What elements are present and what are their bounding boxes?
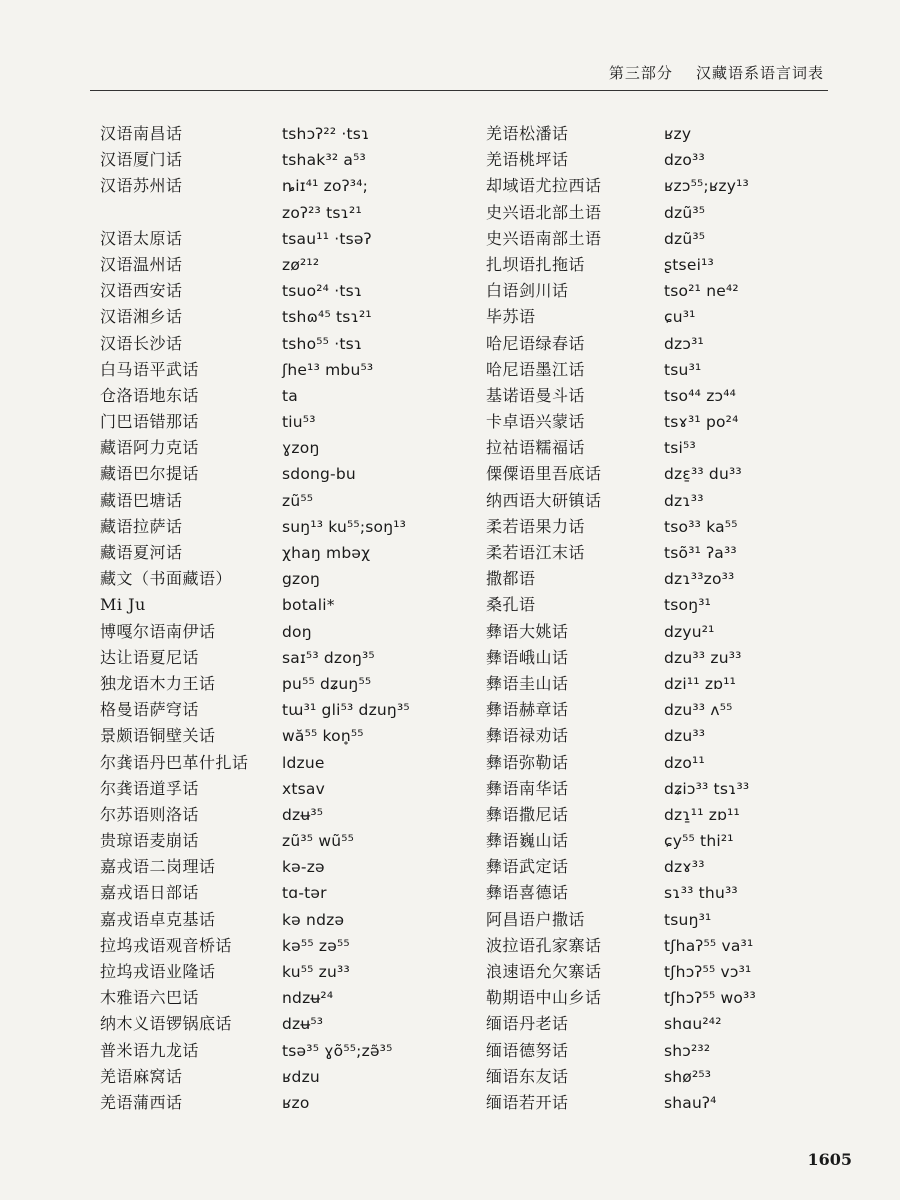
language-name: 白马语平武话 xyxy=(100,359,200,379)
right-column xyxy=(486,121,846,1116)
word-entry-row xyxy=(100,304,480,330)
language-name: 桑孔语 xyxy=(486,595,536,615)
language-name: 彝语弥勒话 xyxy=(486,752,569,772)
language-name: 哈尼语墨江话 xyxy=(486,359,586,379)
language-name: 拉祜语糯福话 xyxy=(486,438,586,458)
language-name: 浪速语允欠寨话 xyxy=(486,962,602,981)
language-name: 勒期语中山乡话 xyxy=(486,988,602,1008)
language-name: 彝语禄劝话 xyxy=(486,726,569,746)
word-entry-row xyxy=(100,880,480,906)
word-entry-row xyxy=(486,461,846,487)
word-entry-row xyxy=(100,671,480,697)
word-entry-row xyxy=(100,959,480,985)
language-name: 扎坝语扎拖话 xyxy=(486,254,586,274)
word-entry-row xyxy=(486,985,846,1011)
word-entry-row xyxy=(486,907,846,933)
language-name: 基诺语曼斗话 xyxy=(486,385,586,405)
word-form: wă⁵⁵ kon̥⁵⁵ xyxy=(282,727,364,746)
word-entry-row xyxy=(486,619,846,645)
word-entry-row xyxy=(486,854,846,880)
word-form: tshɷ⁴⁵ tsɿ²¹ xyxy=(282,308,372,327)
word-form: xtsav xyxy=(282,779,325,798)
word-form: dzyu²¹ xyxy=(664,622,715,641)
word-form: tso⁴⁴ zɔ⁴⁴ xyxy=(664,386,737,405)
language-name: 藏文（书面藏语） xyxy=(100,569,233,589)
language-name: Mi Ju xyxy=(100,595,146,615)
word-entry-row xyxy=(486,828,846,854)
word-form: saɪ⁵³ dzoŋ³⁵ xyxy=(282,648,375,667)
language-name: 卡卓语兴蒙话 xyxy=(486,412,586,432)
word-form: tɑ-tər xyxy=(282,884,327,903)
word-form: tsu³¹ xyxy=(664,360,702,379)
word-form: dzɤ³³ xyxy=(664,858,705,877)
word-entry-row xyxy=(100,1038,480,1064)
language-name: 普米语九龙话 xyxy=(100,1040,200,1060)
word-entry-row xyxy=(486,802,846,828)
language-name: 木雅语六巴话 xyxy=(100,988,200,1008)
word-form: tsuŋ³¹ xyxy=(664,910,712,929)
word-form: kə ndzə xyxy=(282,910,345,929)
word-entry-row xyxy=(486,592,846,618)
word-form: botali* xyxy=(282,596,335,615)
word-form: zoʔ²³ tsɿ²¹ xyxy=(282,203,362,222)
word-entry-row xyxy=(100,121,480,147)
language-name: 缅语若开话 xyxy=(486,1092,569,1112)
language-name: 羌语松潘话 xyxy=(486,124,569,143)
language-name: 格曼语萨穹话 xyxy=(100,700,200,720)
language-name: 缅语东友话 xyxy=(486,1066,569,1086)
word-entry-row xyxy=(486,723,846,749)
word-form: tsi⁵³ xyxy=(664,439,696,458)
word-entry-row xyxy=(100,750,480,776)
word-entry-row xyxy=(100,1090,480,1116)
language-name: 尔龚语丹巴革什扎话 xyxy=(100,752,249,772)
word-form: kə-zə xyxy=(282,858,325,877)
language-name: 傈僳语里吾底话 xyxy=(486,464,602,484)
language-name: 彝语赫章话 xyxy=(486,700,569,720)
word-entry-row xyxy=(486,121,846,147)
word-form: ɕy⁵⁵ thi²¹ xyxy=(664,832,734,851)
language-name: 彝语撒尼话 xyxy=(486,804,569,824)
word-entry-row xyxy=(100,252,480,278)
word-form: dzɿ³³ xyxy=(664,491,704,510)
language-name: 阿昌语户撒话 xyxy=(486,909,586,929)
word-entry-row xyxy=(486,409,846,435)
language-name: 羌语桃坪话 xyxy=(486,150,569,170)
language-name: 汉语南昌话 xyxy=(100,124,183,143)
word-entry-row xyxy=(486,435,846,461)
word-entry-row xyxy=(486,173,846,199)
language-name: 彝语喜德话 xyxy=(486,883,569,903)
word-entry-row xyxy=(100,331,480,357)
language-name: 汉语西安话 xyxy=(100,281,183,301)
language-name: 汉语长沙话 xyxy=(100,333,183,353)
word-form: sɿ³³ thu³³ xyxy=(664,884,738,903)
word-entry-row xyxy=(100,173,480,199)
word-entry-row xyxy=(100,435,480,461)
word-form: tsuo²⁴ ·tsɿ xyxy=(282,282,363,301)
language-name: 白语剑川话 xyxy=(486,281,569,301)
word-form: ȵiɪ⁴¹ zoʔ³⁴; xyxy=(282,177,369,196)
language-name: 门巴语错那话 xyxy=(100,412,200,432)
word-entry-row xyxy=(100,854,480,880)
word-entry-row xyxy=(486,488,846,514)
word-entry-row xyxy=(100,802,480,828)
language-name: 史兴语北部土语 xyxy=(486,202,602,222)
word-form: dzũ³⁵ xyxy=(664,203,706,222)
word-entry-row xyxy=(486,226,846,252)
word-form: ldzue xyxy=(282,753,325,772)
language-name: 嘉戎语二岗理话 xyxy=(100,857,216,877)
word-entry-row xyxy=(100,776,480,802)
language-name: 藏语夏河话 xyxy=(100,543,183,562)
word-form: tsau¹¹ ·tsəʔ xyxy=(282,229,372,248)
word-entry-row xyxy=(486,357,846,383)
language-name: 羌语麻窝话 xyxy=(100,1066,183,1086)
word-entry-row xyxy=(100,645,480,671)
word-entry-row xyxy=(486,383,846,409)
language-name: 景颇语铜壁关话 xyxy=(100,726,216,746)
language-name: 贵琼语麦崩话 xyxy=(100,831,200,851)
word-entry-row xyxy=(486,540,846,566)
word-entry-row xyxy=(486,278,846,304)
left-column xyxy=(100,121,480,1116)
language-name: 羌语蒲西话 xyxy=(100,1092,183,1112)
word-form: shɑu²⁴² xyxy=(664,1015,722,1034)
language-name: 彝语大姚话 xyxy=(486,621,569,641)
word-form: ku⁵⁵ zu³³ xyxy=(282,963,350,981)
word-form: zũ⁵⁵ xyxy=(282,491,314,510)
language-name: 彝语武定话 xyxy=(486,857,569,877)
word-entry-row xyxy=(486,252,846,278)
word-entry-row xyxy=(100,985,480,1011)
word-form: dzʉ⁵³ xyxy=(282,1015,324,1034)
word-entry-row xyxy=(100,226,480,252)
word-entry-row xyxy=(486,331,846,357)
language-name: 尔苏语则洛话 xyxy=(100,804,200,824)
word-form: doŋ xyxy=(282,622,312,641)
word-entry-row xyxy=(486,959,846,985)
word-form: ɣzoŋ xyxy=(282,439,320,458)
language-name: 藏语拉萨话 xyxy=(100,516,183,536)
word-entry-row xyxy=(486,200,846,226)
word-form: ta xyxy=(282,386,298,405)
word-form: dzo³³ xyxy=(664,151,705,170)
word-entry-row xyxy=(100,514,480,540)
word-form: sdong-bu xyxy=(282,465,356,484)
word-form: dzɔ³¹ xyxy=(664,334,704,353)
language-name: 彝语南华话 xyxy=(486,778,569,798)
language-name: 毕苏语 xyxy=(486,307,536,327)
word-form: dzɿ³³zo³³ xyxy=(664,570,735,589)
language-name: 仓洛语地东话 xyxy=(100,385,200,405)
word-entry-row xyxy=(486,776,846,802)
word-entry-row xyxy=(486,750,846,776)
running-header xyxy=(609,62,824,83)
word-form: dzu³³ xyxy=(664,727,706,746)
word-form: zø²¹² xyxy=(282,255,320,274)
word-form: shauʔ⁴ xyxy=(664,1093,717,1112)
word-form: tshɔʔ²² ·tsɿ xyxy=(282,125,370,143)
word-form: tsõ³¹ ʔa³³ xyxy=(664,544,737,562)
word-form: ʃhe¹³ mbu⁵³ xyxy=(282,360,374,379)
word-form: tʃhɔʔ⁵⁵ wo³³ xyxy=(664,989,756,1008)
language-name: 尔龚语道孚话 xyxy=(100,778,200,798)
word-form: dzɿ̱¹¹ zɒ¹¹ xyxy=(664,805,740,824)
language-name: 却域语尤拉西话 xyxy=(486,176,602,196)
header-title: 汉藏语系语言词表 xyxy=(695,64,824,82)
language-name: 波拉语孔家寨话 xyxy=(486,935,602,955)
word-form: dzi¹¹ zɒ¹¹ xyxy=(664,674,737,693)
word-entry-row xyxy=(486,933,846,959)
word-entry-row xyxy=(486,566,846,592)
language-name: 纳西语大研镇话 xyxy=(486,490,602,510)
language-name: 汉语太原话 xyxy=(100,228,183,248)
word-entry-row xyxy=(100,409,480,435)
word-form: zũ³⁵ wũ⁵⁵ xyxy=(282,832,355,851)
language-name: 博嘎尔语南伊话 xyxy=(100,621,216,641)
word-form: tiu⁵³ xyxy=(282,413,316,432)
word-entry-row xyxy=(100,619,480,645)
language-name: 彝语巍山话 xyxy=(486,831,569,851)
word-entry-row xyxy=(100,1011,480,1037)
word-entry-row xyxy=(100,488,480,514)
word-form: ndzʉ²⁴ xyxy=(282,989,334,1008)
word-form: χhaŋ mbəχ xyxy=(282,544,371,562)
word-form: shɔ²³² xyxy=(664,1041,711,1060)
word-entry-row xyxy=(486,1011,846,1037)
word-form: dzɛ̱³³ du³³ xyxy=(664,465,742,484)
word-form: suŋ¹³ ku⁵⁵;soŋ¹³ xyxy=(282,517,407,536)
word-form: tsɤ³¹ po²⁴ xyxy=(664,413,739,432)
language-name: 缅语丹老话 xyxy=(486,1014,569,1034)
language-name: 彝语峨山话 xyxy=(486,647,569,667)
language-name: 汉语湘乡话 xyxy=(100,307,183,327)
language-name: 藏语巴塘话 xyxy=(100,490,183,510)
word-entry-row xyxy=(100,723,480,749)
language-name: 嘉戎语日部话 xyxy=(100,883,200,903)
word-form: dzu³³ ʌ⁵⁵ xyxy=(664,701,733,720)
word-entry-row xyxy=(100,278,480,304)
language-name: 史兴语南部土语 xyxy=(486,228,602,248)
language-name: 撒都语 xyxy=(486,569,536,589)
word-form: dzũ³⁵ xyxy=(664,229,706,248)
word-form: pu⁵⁵ dʑuŋ⁵⁵ xyxy=(282,674,372,693)
word-entry-row xyxy=(486,671,846,697)
word-entry-row xyxy=(100,383,480,409)
word-entry-row xyxy=(486,1064,846,1090)
word-form: ʂtsei¹³ xyxy=(664,255,714,274)
word-form: shø²⁵³ xyxy=(664,1067,712,1086)
word-entry-row xyxy=(100,147,480,173)
word-entry-row xyxy=(100,200,480,226)
language-name: 纳木义语锣锅底话 xyxy=(100,1014,233,1034)
word-form: tso³³ ka⁵⁵ xyxy=(664,517,738,536)
language-name: 达让语夏尼话 xyxy=(100,647,200,667)
word-entry-row xyxy=(486,147,846,173)
word-form: tsho⁵⁵ ·tsɿ xyxy=(282,334,363,353)
word-form: dzo¹¹ xyxy=(664,753,705,772)
word-form: dzu³³ zu³³ xyxy=(664,648,742,667)
word-entry-row xyxy=(100,828,480,854)
word-entry-row xyxy=(100,697,480,723)
word-entry-row xyxy=(100,907,480,933)
word-entry-row xyxy=(486,645,846,671)
page-number: 1605 xyxy=(807,1150,852,1169)
language-name: 柔若语江末话 xyxy=(486,543,586,562)
language-name: 汉语温州话 xyxy=(100,254,183,274)
word-form: ʁzy xyxy=(664,125,692,143)
word-entry-row xyxy=(486,1038,846,1064)
word-form: ʁdzu xyxy=(282,1067,320,1086)
word-entry-row xyxy=(100,592,480,618)
word-entry-row xyxy=(100,566,480,592)
language-name: 藏语阿力克话 xyxy=(100,438,200,458)
word-form: ʁzɔ⁵⁵;ʁzy¹³ xyxy=(664,177,749,196)
language-name: 拉坞戎语业隆话 xyxy=(100,962,216,981)
language-name: 汉语苏州话 xyxy=(100,176,183,196)
header-section: 第三部分 xyxy=(608,64,673,82)
language-name: 哈尼语绿春话 xyxy=(486,333,586,353)
word-form: ʁzo xyxy=(282,1093,310,1112)
word-form: tshak³² a⁵³ xyxy=(282,151,366,170)
word-form: tʃhaʔ⁵⁵ va³¹ xyxy=(664,936,754,955)
word-form: gzoŋ xyxy=(282,570,321,589)
word-entry-row xyxy=(486,1090,846,1116)
word-form: tɯ³¹ gli⁵³ dzuŋ³⁵ xyxy=(282,701,410,720)
word-entry-row xyxy=(100,933,480,959)
word-form: dʑiɔ³³ tsɿ³³ xyxy=(664,779,750,798)
word-entry-row xyxy=(100,540,480,566)
word-entry-row xyxy=(100,1064,480,1090)
language-name: 嘉戎语卓克基话 xyxy=(100,909,216,929)
language-name: 彝语圭山话 xyxy=(486,673,569,693)
language-name: 汉语厦门话 xyxy=(100,150,183,170)
word-entry-row xyxy=(486,880,846,906)
word-form: dzʉ³⁵ xyxy=(282,805,324,824)
language-name: 柔若语果力话 xyxy=(486,516,586,536)
header-rule xyxy=(90,90,828,91)
language-name: 拉坞戎语观音桥话 xyxy=(100,935,233,955)
word-form: tsoŋ³¹ xyxy=(664,596,712,615)
word-entry-row xyxy=(486,514,846,540)
word-form: ɕu³¹ xyxy=(664,308,696,327)
word-entry-row xyxy=(486,304,846,330)
language-name: 藏语巴尔提话 xyxy=(100,464,200,484)
word-form: tso²¹ ne⁴² xyxy=(664,282,739,301)
language-name: 独龙语木力王话 xyxy=(100,673,216,693)
word-entry-row xyxy=(100,357,480,383)
word-entry-row xyxy=(100,461,480,487)
word-entry-row xyxy=(486,697,846,723)
language-name: 缅语德努话 xyxy=(486,1040,569,1060)
word-form: tsə³⁵ ɣõ⁵⁵;zə̃³⁵ xyxy=(282,1041,393,1060)
word-form: tʃhɔʔ⁵⁵ vɔ³¹ xyxy=(664,963,752,981)
word-form: kə⁵⁵ zə⁵⁵ xyxy=(282,936,350,955)
